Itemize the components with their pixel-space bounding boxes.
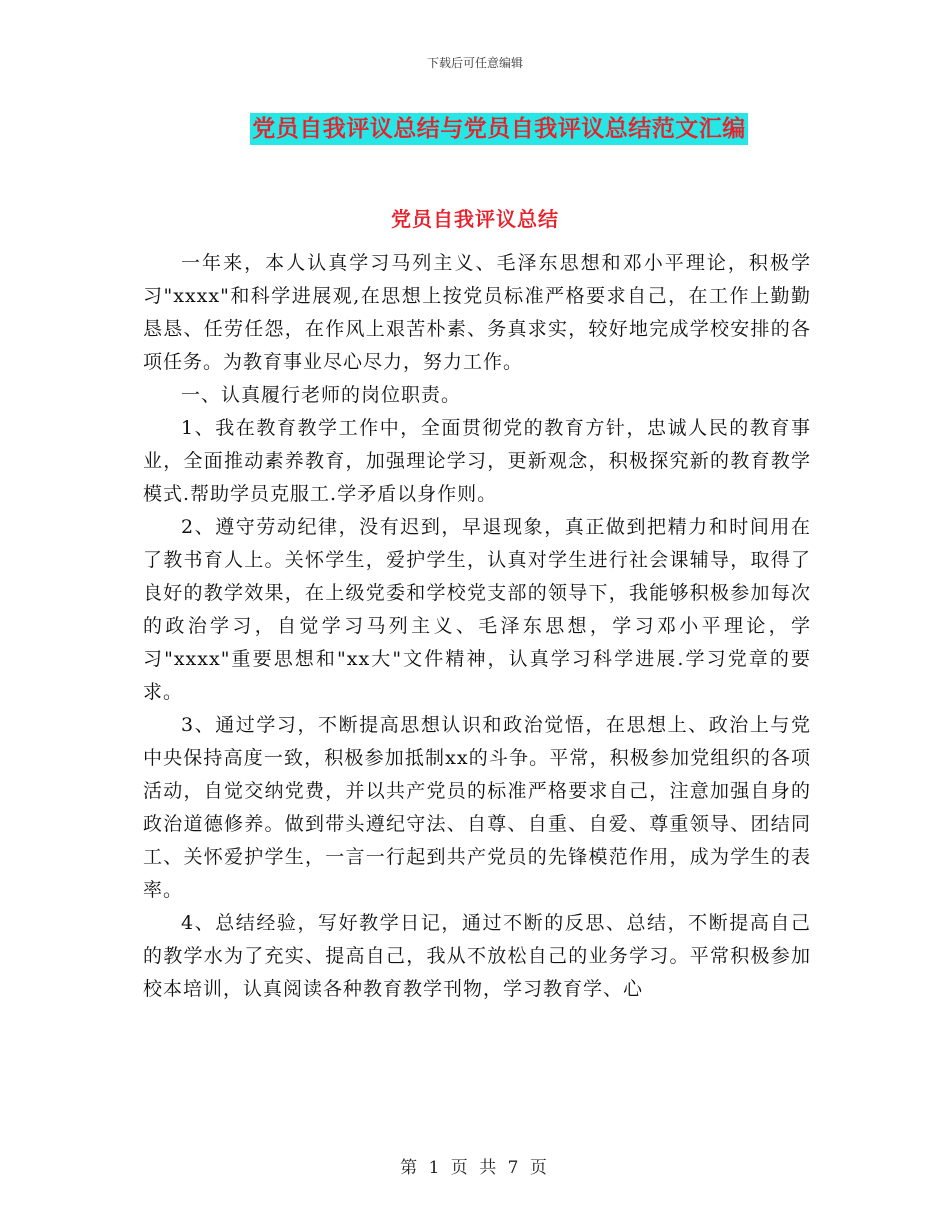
header-note: 下载后可任意编辑 (426, 56, 523, 70)
paragraph: 1、我在教育教学工作中，全面贯彻党的教育方针，忠诚人民的教育事业，全面推动素养教育，加强理论学习，更新观念，积极探究新的教育教学模式.帮助学员克服工.学矛盾以身作则。 (143, 417, 811, 505)
paragraph: 一、认真履行老师的岗位职责。 (181, 384, 462, 406)
page-footer: 第 1 页 共 7 页 (400, 1158, 550, 1178)
section-title: 党员自我评议总结 (391, 207, 559, 231)
paragraph: 2、遵守劳动纪律，没有迟到，早退现象，真正做到把精力和时间用在了教书育人上。关怀学生，爱护学生，认真对学生进行社会课辅导，取得了良好的教学效果，在上级党委和学校党支部的领导下，我能够积极参加每次的政治学习，自觉学习马列主义、毛泽东思想，学习邓小平理论，学习"xxxx"重要思想和"xx大"文件精神，认真学习科学进展.学习党章的要求。 (143, 516, 811, 703)
paragraph: 一年来，本人认真学习马列主义、毛泽东思想和邓小平理论，积极学习"xxxx"和科学进展观,在思想上按党员标准严格要求自己，在工作上勤勤恳恳、任劳任怨，在作风上艰苦朴素、务真求实，较好地完成学校安排的各项任务。为教育事业尽心尽力，努力工作。 (143, 252, 811, 373)
document-title-wrap (0, 113, 950, 145)
paragraph: 3、通过学习，不断提高思想认识和政治觉悟，在思想上、政治上与党中央保持高度一致，积极参加抵制xx的斗争。平常，积极参加党组织的各项活动，自觉交纳党费，并以共产党员的标准严格要求自己，注意加强自身的政治道德修养。做到带头遵纪守法、自尊、自重、自爱、尊重领导、团结同工、关怀爱护学生，一言一行起到共产党员的先锋模范作用，成为学生的表率。 (143, 714, 811, 901)
document-title: 党员自我评议总结与党员自我评议总结范文汇编 (250, 113, 748, 145)
paragraph: 4、总结经验，写好教学日记，通过不断的反思、总结，不断提高自己的教学水为了充实、提高自己，我从不放松自己的业务学习。平常积极参加校本培训，认真阅读各种教育教学刊物，学习教育学、心 (143, 912, 811, 1000)
document-body (143, 247, 811, 1006)
